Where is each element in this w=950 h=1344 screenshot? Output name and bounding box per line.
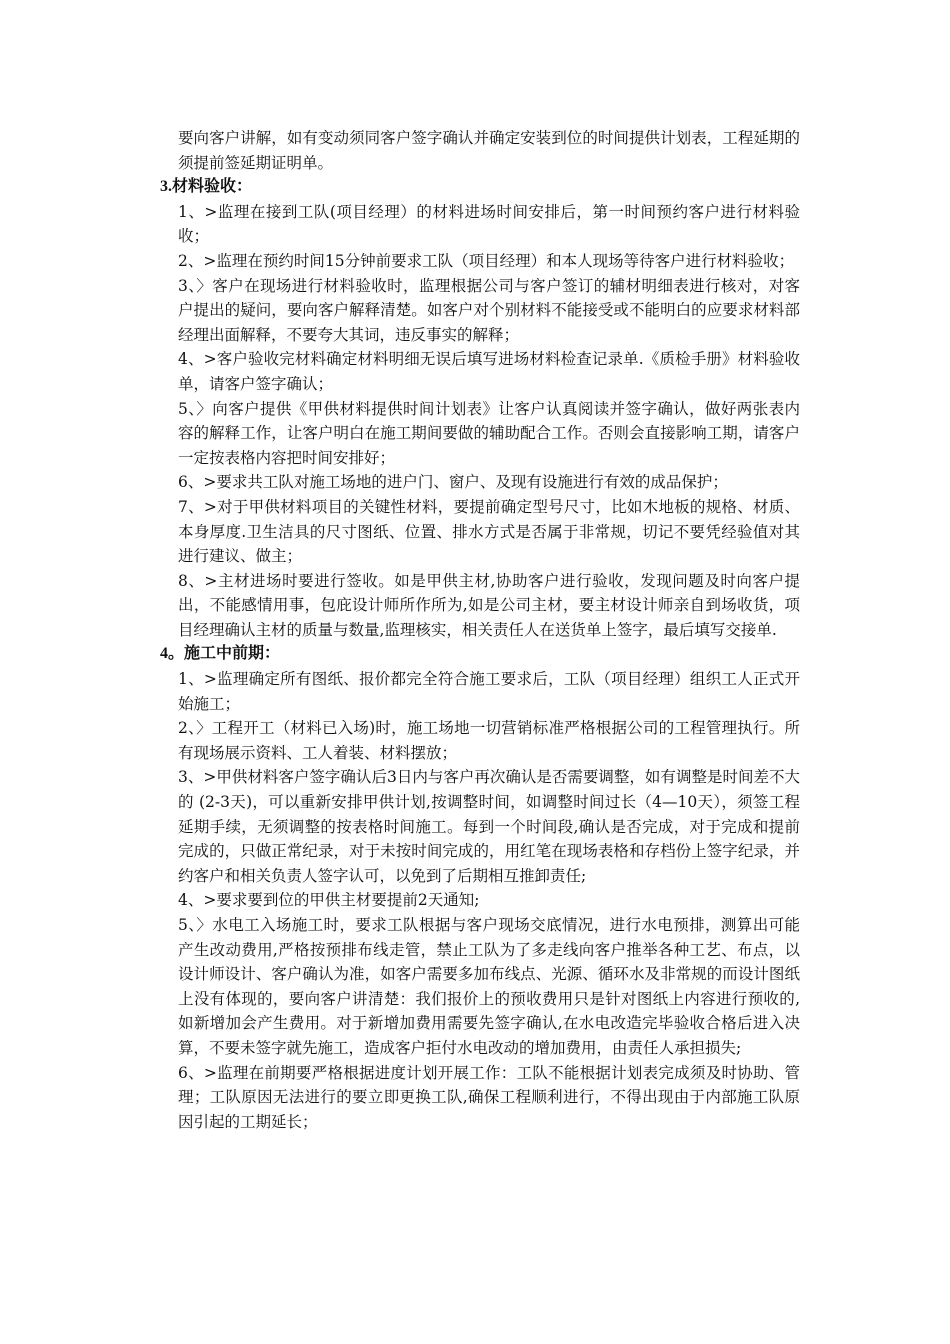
- list-item: 4、>客户验收完材料确定材料明细无误后填写进场材料检查记录单.《质检手册》材料验收单，请客户签字确认；: [178, 350, 800, 393]
- list-item: 6、>监理在前期要严格根据进度计划开展工作：工队不能根据计划表完成须及时协助、管理；工队原因无法进行的要立即更换工队,确保工程顺利进行，不得出现由于内部施工队原因引起的工期延长；: [178, 1063, 800, 1131]
- list-item: 5、〉水电工入场施工时，要求工队根据与客户现场交底情况，进行水电预排，测算出可能产生改动费用,严格按预排布线走管，禁止工队为了多走线向客户推举各种工艺、布点，以设计师设计、客户确认为准，如客户需要多加布线点、光源、循环水及非常规的而设计图纸上没有体现的，要向客户讲清楚：我们报价上的预收费用只是针对图纸上内容进行预收的,如新增加会产生费用。对于新增加费用需要先签字确认,在水电改造完毕验收合格后进入决算，不要未签字就先施工，造成客户拒付水电改动的增加费用，由责任人承担损失;: [178, 916, 800, 1057]
- list-item: 6、>要求共工队对施工场地的进户门、窗户、及现有设施进行有效的成品保护；: [178, 473, 728, 492]
- list-item: 7、>对于甲供材料项目的关键性材料，要提前确定型号尺寸，比如木地板的规格、材质、本身厚度.卫生洁具的尺寸图纸、位置、排水方式是否属于非常规，切记不要凭经验值对其进行建议、做主；: [178, 497, 800, 566]
- section-heading-material-acceptance: 3.材料验收：: [160, 178, 253, 196]
- list-item: 3、〉客户在现场进行材料验收时，监理根据公司与客户签订的辅材明细表进行核对，对客户提出的疑问，要向客户解释清楚。如客户对个别材料不能接受或不能明白的应要求材料部经理出面解释，不要夸大其词，违反事实的解释；: [178, 276, 800, 344]
- list-item: 1、>监理在接到工队(项目经理）的材料进场时间安排后，第一时间预约客户进行材料验收；: [178, 202, 800, 246]
- list-item: 4、>要求要到位的甲供主材要提前2天通知;: [178, 891, 480, 910]
- list-item: 2、〉工程开工（材料已入场)时，施工场地一切营销标准严格根据公司的工程管理执行。所有现场展示资料、工人着装、材料摆放；: [178, 719, 800, 762]
- section-heading-construction-early-stage: 4。施工中前期：: [160, 645, 281, 663]
- list-item: 3、>甲供材料客户签字确认后3日内与客户再次确认是否需要调整，如有调整是时间差不大的 (2-3天)，可以重新安排甲供计划,按调整时间，如调整时间过长（4—10天），须签工程延期手续，无须调整的按表格时间施工。每到一个时间段,确认是否完成，对于完成和提前完成的，只做正常纪录，对于未按时间完成的，用红笔在现场表格和存档份上签字纪录，并约客户和相关负责人签字认可，以免到了后期相互推卸责任;: [178, 768, 800, 885]
- intro-paragraph: 要向客户讲解，如有变动须同客户签字确认并确定安装到位的时间提供计划表，工程延期的须提前签延期证明单。: [178, 129, 800, 172]
- document-body: [160, 126, 800, 1134]
- list-item: 5、〉向客户提供《甲供材料提供时间计划表》让客户认真阅读并签字确认，做好两张表内容的解释工作，让客户明白在施工期间要做的辅助配合工作。否则会直接影响工期，请客户一定按表格内容把时间安排好；: [178, 399, 800, 467]
- list-item: 2、>监理在预约时间15分钟前要求工队（项目经理）和本人现场等待客户进行材料验收；: [178, 251, 795, 270]
- list-item: 8、>主材进场时要进行签收。如是甲供主材,协助客户进行验收，发现问题及时向客户提出，不能感情用事，包庇设计师所作所为,如是公司主材，要主材设计师亲自到场收货，项目经理确认主材的质量与数量,监理核实，相关责任人在送货单上签字，最后填写交接单.: [178, 571, 800, 639]
- list-item: 1、>监理确定所有图纸、报价都完全符合施工要求后，工队（项目经理）组织工人正式开始施工；: [178, 670, 800, 713]
